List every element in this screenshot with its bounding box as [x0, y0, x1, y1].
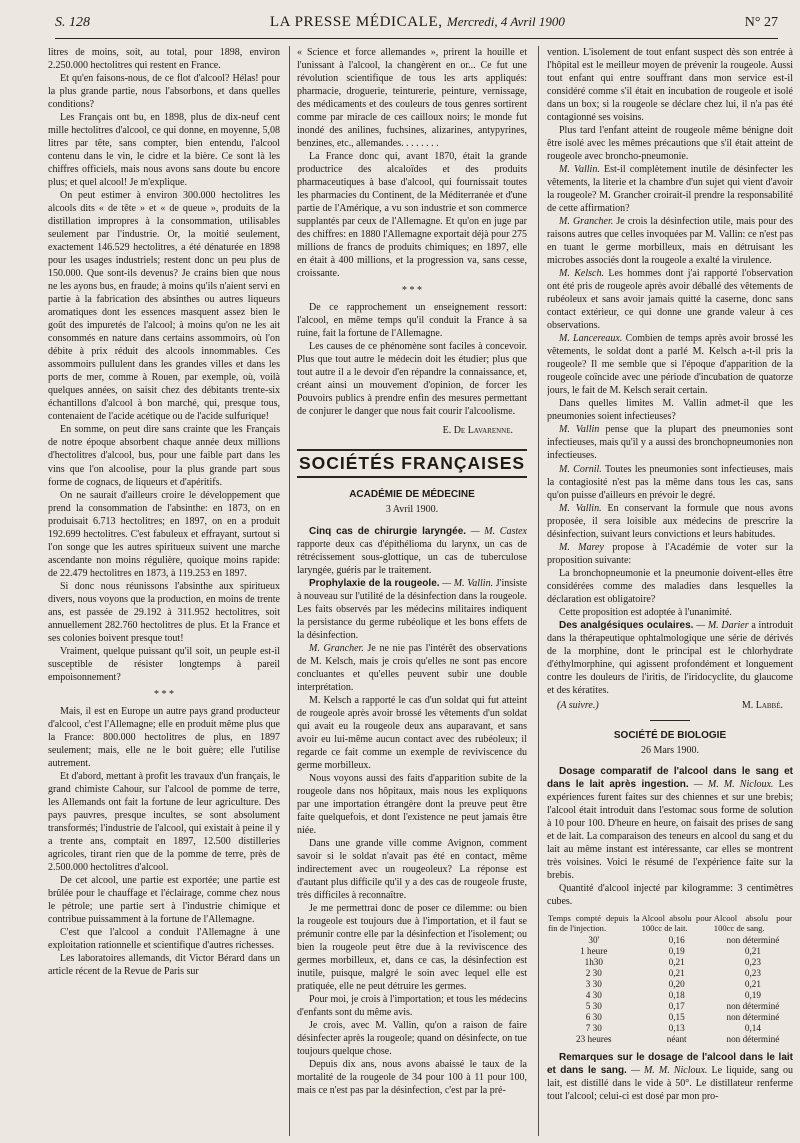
- speaker-name: — M. Darier: [696, 619, 749, 631]
- paragraph: litres de moins, soit, au total, pour 1898, environ 2.250.000 hectolitres qui restent en France.: [48, 47, 280, 72]
- table-cell: 0,13: [668, 1023, 685, 1033]
- paragraph: La bronchopneumonie et la pneumonie doivent-elles être considérées comme des maladies dans lesquelles la déclaration est obligatoire?: [547, 567, 793, 605]
- paragraph: [547, 332, 793, 397]
- speech-text: pense que la plupart des pneumonies sont infectieuses, mais qu'il y a aussi des bronchopneumonies non infectieuses.: [547, 424, 793, 462]
- column-middle: [297, 46, 527, 1136]
- journal-name: LA PRESSE MÉDICALE,: [269, 14, 443, 30]
- table-caption: Quantité d'alcool injecté par kilogramme: 3 centimètres cubes.: [547, 882, 793, 907]
- paragraph: « Science et force allemandes », prirent la houille et l'unissant à l'alcool, la changèrent en or... Ce fut une révolution scientifique de tous les arts appliqués: pharmacie, droguerie, teinturerie, peinture, vernissage, des médicaments et des couleurs de tous genres sortirent comme par miracle de ces cailloux noirs; le monde fut inondé des anilines, fuchsines, alizarines, antypyrines, benzines, etc., allemandes. . . . . . . .: [297, 47, 527, 150]
- communication-text: a introduit dans la thérapeutique ophtalmologique une série de dérivés de la morphine, dont le principal est le chlorhydrate d'éthylmorphine, qui agissent profondément et longuement contre les douleurs de l'iritis, de l'iridocyclite, du glaucome et des kératites.: [547, 619, 793, 696]
- table-cell: non déterminé: [726, 1012, 780, 1022]
- table-cell: 0,19: [668, 946, 685, 956]
- communication-text: Le liquide, sang ou lait, est distillé dans le vide à 50°. Le distillateur renferme tout l'alcool; celui-ci est dosé par mon pro-: [547, 1065, 793, 1103]
- communication: [297, 525, 527, 577]
- paragraph: Cette proposition est adoptée à l'unanimité.: [559, 606, 732, 618]
- communication: [547, 1051, 793, 1103]
- speaker-name: — M. M. Nicloux.: [693, 778, 774, 790]
- author-signature: M. Labbé.: [741, 699, 783, 711]
- speaker-name: — M. Vallin.: [442, 577, 494, 589]
- society-title: SOCIÉTÉ DE BIOLOGIE: [613, 729, 727, 741]
- table-cell: 2 30: [585, 968, 602, 978]
- journal-title: [270, 14, 565, 31]
- communication-title: Dosage comparatif de l'alcool dans le sang et dans le lait après ingestion.: [547, 765, 793, 790]
- speech-text: Combien de temps après avoir brossé les vêtements, le soldat dont a parlé M. Kelsch a-t-il pris la rougeole? Il me semble que si l'époque d'apparition de la rougeole coïncide avec une période d'incubation de quatorze jours, le fait de M. Kelsch serait certain.: [547, 333, 793, 397]
- communication-title: Des analgésiques oculaires.: [559, 619, 694, 631]
- paragraph: On ne saurait d'ailleurs croire le développement que prend la consommation de l'absinthe: en 1873, on en produisait 6.713 hectolitres; en 1897, on en a produit 192.699 hectolitres. C'est fabuleux et effrayant, surtout si l'on songe que les autres spiritueux suivent une marche ascendante non moins régulière, quoique moins rapide: de 22.479 hectolitres en 1873, à 119.253 en 1897.: [48, 489, 280, 579]
- paragraph: [547, 163, 793, 215]
- speech-text: En conservant la formule que nous avons proposée, il sera loisible aux médecins de prescrire la désinfection, suivant leurs convictions et leurs habitudes.: [547, 502, 793, 540]
- table-header-row: [547, 912, 793, 935]
- article-footer: [557, 699, 783, 712]
- paragraph: [547, 423, 793, 462]
- paragraph: [547, 215, 793, 267]
- speech-text: Les hommes dont j'ai rapporté l'observation ont été pris de rougeole après avoir déballé des vêtements de rubéoleux et sans avoir jamais quitté la caserne, donc sans contact extérieur, ce qui donne une grande valeur à ces observations.: [547, 268, 793, 332]
- speaker-name: M. Grancher.: [559, 216, 614, 228]
- paragraph: vention. L'isolement de tout enfant suspect dès son entrée à l'hôpital est le meilleur moyen de prévenir la rougeole. Aussi tout enfant qui entre souffrant dans mon service est-il considéré comme s'il était en incubation de rougeole et isolé dans un box; si la rougeole se déclare chez lui, il n'a pas été contagionné ses voisins.: [547, 47, 793, 124]
- paragraph: Je crois, avec M. Vallin, qu'on a raison de faire désinfecter après la rougeole; quand on désinfecte, on tue toujours quelque chose.: [297, 1020, 527, 1058]
- speaker-name: M. Vallin.: [559, 502, 602, 514]
- table-row: [547, 957, 793, 968]
- speaker-name: M. Vallin.: [559, 164, 600, 176]
- page-number: S. 128: [55, 15, 90, 30]
- speaker-name: — M. M. Nicloux.: [630, 1065, 708, 1077]
- speaker-name: M. Lancereaux.: [559, 333, 623, 345]
- society-title: ACADÉMIE DE MÉDECINE: [349, 489, 475, 501]
- speech-text: Est-il complètement inutile de désinfecter les vêtements, la literie et la chambre d'un sujet qui vient d'avoir la rougeole? M. Grancher croirait-il prendre la responsabilité de cette affirmation?: [547, 164, 793, 215]
- communication-text: Les expériences furent faites sur des chiennes et sur une brebis; l'alcool était introduit dans l'estomac sous forme de solution à 10 pour 100. D'heure en heure, on faisait des prises de sang et de lait. La comparaison des teneurs en alcool du sang et du lait au même instant est intéressante, car elles se montrent très voisines. Voici le résumé de l'expérience faite sur la brebis.: [547, 778, 793, 881]
- speaker-name: M. Vallin: [559, 424, 600, 436]
- table-cell: non déterminé: [726, 1001, 780, 1011]
- paragraph: Depuis dix ans, nous avons abaissé le taux de la mortalité de la rougeole de 34 pour 100 à 11 pour 100, mais ce n'est pas par la désinfection, c'est par la pré-: [297, 1059, 527, 1097]
- paragraph: [547, 502, 793, 541]
- table-row: [547, 946, 793, 957]
- communication-text: J'insiste à nouveau sur l'utilité de la désinfection dans la rougeole. Les faits observés par les médecins militaires indiquent la persistance du germe rubéolique et les bons effets de la désinfection.: [297, 577, 527, 641]
- table-cell: 6 30: [585, 1012, 602, 1022]
- speaker-name: M. Marey: [559, 541, 604, 553]
- table-cell: 1 heure: [580, 946, 608, 956]
- paragraph: Vraiment, quelque puissant qu'il soit, un peuple est-il susceptible de résister longtemps à pareil empoisonnement?: [48, 645, 280, 683]
- table-row: [547, 1012, 793, 1023]
- paragraph: [547, 541, 793, 567]
- paragraph: Les causes de ce phénomène sont faciles à concevoir. Plus que tout autre le médecin doit les étudier; plus que tout autre il a le devoir d'en répandre la connaissance, et, créant ainsi un mouvement d'opinion, de forcer les Pouvoirs publics à prendre enfin des mesures permettant de conjurer le danger que nous fait courir l'alcoolisme.: [297, 341, 527, 418]
- table-cell: 0,17: [668, 1001, 685, 1011]
- to-be-continued: (A suivre.): [557, 699, 599, 711]
- speech-text: propose à l'Académie de voter sur la proposition suivante:: [547, 541, 793, 566]
- paragraph: Plus tard l'enfant atteint de rougeole même bénigne doit être isolé avec les mêmes précautions que s'il était atteint de rougeole avec broncho-pneumonie.: [547, 125, 793, 163]
- paragraph: Dans une grande ville comme Avignon, comment savoir si le soldat n'avait pas été en contact, même indirectement avec un rougeoleux? La réponse est d'autant plus difficile qu'il y a des cas de rougeole fruste, très difficiles à reconnaître.: [297, 837, 527, 901]
- table-cell: 0,21: [668, 957, 685, 967]
- table-cell: 7 30: [585, 1023, 602, 1033]
- paragraph: [547, 267, 793, 332]
- page-header: [55, 14, 778, 39]
- table-cell: 0,23: [744, 957, 761, 967]
- speech-text: Je crois la désinfection utile, mais pour des raisons autres que celles invoquées par M. Vallin: ce n'est pas en tuant le germe morbilleux, mais en détruisant les microbes associés dont la rougeole a exalté la virulence.: [547, 216, 793, 267]
- paragraph: Si donc nous réunissons l'absinthe aux spiritueux divers, nous voyons que la production, en moins de trente ans, est passée de 29.192 à 311.952 hectolitres, soit annuellement 282.760 hectolitres de plus. Et la France et ses colonies boivent presque tout!: [48, 580, 280, 644]
- table-cell: 0,14: [744, 1023, 761, 1033]
- paragraph: [297, 642, 527, 694]
- issue-date: Mercredi, 4 Avril 1900: [446, 14, 565, 29]
- column-divider: [289, 46, 290, 1136]
- table-cell: 0,21: [668, 968, 685, 978]
- paragraph: [547, 463, 793, 502]
- paragraph: Les Français ont bu, en 1898, plus de dix-neuf cent mille hectolitres d'alcool, ce qui donne, en moyenne, 5,08 litres par tête, sans compter, bien entendu, l'alcool contenu dans le vin, le cidre et la bière. Ce sont là les chiffres officiels, mais nous avons sans doute bu encore plus; et quel alcool! Je m'explique.: [48, 112, 280, 189]
- session-date: 3 Avril 1900.: [385, 504, 439, 516]
- table-row: [547, 935, 793, 946]
- table-cell: 0,16: [668, 935, 685, 945]
- column-right: [547, 46, 793, 1136]
- paragraph: Et qu'en faisons-nous, de ce flot d'alcool? Hélas! pour la plus grande partie, nous l'absorbons, et dans quelles conditions?: [48, 73, 280, 111]
- communication-text: rapporte deux cas d'épithélioma du larynx, un cas de rétrécissement sous-glottique, un cas de tuberculose laryngée, guéris par le traitement.: [297, 538, 527, 576]
- table-cell: 5 30: [585, 1001, 602, 1011]
- table-header: Alcool absolu pour 100cc de lait.: [641, 913, 712, 933]
- speaker-name: M. Grancher.: [309, 642, 364, 654]
- speaker-name: — M. Castex: [470, 525, 527, 537]
- paragraph: Je me permettrai donc de poser ce dilemme: ou bien la rougeole est toujours due à l'importation, et il faut se prémunir contre elle par la désinfection et l'isolement; ou bien la rougeole peut être due à la reviviscence des germes morbilleux, et, dans ce cas, la désinfection est inutile, puisque, malgré le soin avec lequel elle est pratiquée, elle ne peut détruire les germes.: [297, 902, 527, 993]
- session-date: 26 Mars 1900.: [640, 744, 700, 756]
- table-cell: 0,21: [744, 946, 761, 956]
- table-cell: 0,15: [668, 1012, 685, 1022]
- paragraph: Dans quelles limites M. Vallin admet-il que les pneumonies soient infectieuses?: [547, 398, 793, 423]
- table-cell: 0,21: [744, 979, 761, 989]
- table-cell: 4 30: [585, 990, 602, 1000]
- paragraph: M. Kelsch a rapporté le cas d'un soldat qui fut atteint de rougeole après avoir brossé les vêtements d'un soldat qui avait eu la rougeole deux ans auparavant, et sans avoir eu lui-même aucun contact avec des rubéoleux; il regarde ce fait comme un exemple de reviviscence du germe morbilleux.: [297, 694, 527, 771]
- table-header: Temps compté depuis la fin de l'injection.: [548, 913, 640, 933]
- author-signature: E. De Lavarenne.: [442, 425, 513, 437]
- table-cell: non déterminé: [726, 1034, 780, 1044]
- alcohol-table: [547, 912, 793, 1045]
- communication: [547, 765, 793, 882]
- table-cell: 1h30: [584, 957, 603, 967]
- table-cell: 0,20: [668, 979, 685, 989]
- speaker-name: M. Kelsch.: [559, 268, 604, 280]
- column-divider: [538, 46, 539, 1136]
- table-cell: 3 30: [585, 979, 602, 989]
- section-banner: SOCIÉTÉS FRANÇAISES: [297, 449, 527, 478]
- communication: [547, 619, 793, 697]
- communication-title: Prophylaxie de la rougeole.: [309, 577, 440, 589]
- table-cell: 23 heures: [576, 1034, 612, 1044]
- table-row: [547, 1034, 793, 1045]
- communication-title: Remarques sur le dosage de l'alcool dans le lait et dans le sang.: [547, 1052, 793, 1077]
- section-stars: * * *: [154, 688, 174, 700]
- table-cell: non déterminé: [726, 935, 780, 945]
- paragraph: Et d'abord, mettant à profit les travaux d'un français, le grand chimiste Cahour, sur l'alcool de pomme de terre, les Allemands ont fait la fortune de leur agriculture. Des pays pauvres, presque incultes, se sont absolument transformés; l'industrie de l'alcool, qui existait à peine il y a trente ans, comptait en 1897, 12.500 distilleries agricoles, tirant rien que de la pomme de terre, près de 2.500.000 hectolitres d'alcool.: [48, 770, 280, 873]
- table-row: [547, 1001, 793, 1012]
- paragraph: Pour moi, je crois à l'importation; et tous les médecins d'enfants sont du même avis.: [297, 994, 527, 1019]
- table-row: [547, 968, 793, 979]
- paragraph: La France donc qui, avant 1870, était la grande productrice des alcaloïdes et des produits pharmaceutiques à base d'alcool, qui fournissait toutes les pharmacies du Continent, de la Méditerranée et d'une partie de l'Amérique, a vu son industrie et son commerce supplantés par ceux de l'Allemagne. Et qu'on en juge par des chiffres: en 1880 l'Allemagne exportait déjà pour 275 millions de francs de produits chimiques; en 1897, elle en était à 400 millions, et la progression va, sans cesse, croissante.: [297, 151, 527, 280]
- issue-number: N° 27: [744, 15, 778, 30]
- paragraph: C'est que l'alcool a conduit l'Allemagne à une exploitation rationnelle et scientifique d'autres richesses.: [48, 927, 280, 952]
- table-cell: 30': [588, 935, 600, 945]
- table-row: [547, 1023, 793, 1034]
- paragraph: On peut estimer à environ 300.000 hectolitres les alcools dits « de tête » et « de queue », produits de la distillation impropres à la consommation, utilisables seulement par l'industrie. Or, la moitié seulement, exactement 146.529 hectolitres, a été dénaturée en 1898 pour les usages industriels; restent donc un peu plus de 150.000. Que sont-ils devenus? Je crains bien que nous ne les ayons bus, en fraude; à moins qu'ils n'aient servi en partie à la fabrication des absinthes ou autres liqueurs aromatiques dont les essences masquent assez bien le goût des impuretés de l'alcool; à moins qu'on ne les ait consommés en nature dans certains assommoirs, où l'on débite à prix réduit des alcools innommables. Ces assommoirs pullulent dans les grandes villes et dans les ports de mer, comme à Rouen, par exemple, où, voilà quelques années, on saisit chez des débitants trente-six échantillons d'alcool à bon marché, qui, presque tous, contenaient de l'acide acétique ou de l'acide sulfurique!: [48, 190, 280, 423]
- paragraph: Mais, il est en Europe un autre pays grand producteur d'alcool, c'est l'Allemagne; elle en produit même plus que la France: 800.000 hectolitres de plus, en 1897 seulement; mais, elle ne le boit guère; elle l'utilise autrement.: [48, 705, 280, 769]
- divider: [650, 720, 690, 721]
- paragraph: De cet alcool, une partie est exportée; une partie est brûlée pour le chauffage et l'éclairage, comme chez nous le pétrole; une partie sert à l'industrie chimique et contribue puissamment à la fortune de l'Allemagne.: [48, 874, 280, 926]
- speech-text: Toutes les pneumonies sont infectieuses, mais la contagiosité n'est pas la même dans tous les cas, sans qu'on puisse d'ailleurs en prévoir le degré.: [547, 463, 793, 501]
- paragraph: Les laboratoires allemands, dit Victor Bérard dans un article récent de la Revue de Paris sur: [48, 953, 280, 978]
- table-cell: néant: [666, 1034, 687, 1044]
- paragraph: De ce rapprochement un enseignement ressort: l'alcool, en même temps qu'il conduit la France à sa ruine, fait la fortune de l'Allemagne.: [297, 302, 527, 340]
- speech-text: Je ne nie pas l'intérêt des observations de M. Kelsch, mais je crois qu'elles ne sont pas encore concluantes et qu'elles peuvent subir une double interprétation.: [297, 642, 527, 693]
- column-left: [48, 46, 280, 1136]
- table-cell: 0,23: [744, 968, 761, 978]
- communication: [297, 577, 527, 642]
- paragraph: En somme, on peut dire sans crainte que les Français de notre époque absorbent chaque année deux millions d'hectolitres d'alcool, bus, pour une faible part dans les vins que l'on alcoolise, pour la plus grande part sous forme de cognacs, de liqueurs et d'apéritifs.: [48, 424, 280, 488]
- speaker-name: M. Cornil.: [559, 463, 602, 475]
- table-cell: 0,19: [744, 990, 761, 1000]
- communication-title: Cinq cas de chirurgie laryngée.: [309, 525, 467, 537]
- table-cell: 0,18: [668, 990, 685, 1000]
- section-stars: * * *: [402, 285, 422, 297]
- paragraph: Nous voyons aussi des faits d'apparition subite de la rougeole dans nos hôpitaux, mais nous les expliquons par une importation étrangère dont la preuve peut être faite quelquefois, et dont l'existence ne peut jamais être niée.: [297, 772, 527, 836]
- table-header: Alcool absolu pour 100cc de sang.: [713, 913, 792, 933]
- table-row: [547, 979, 793, 990]
- table-row: [547, 990, 793, 1001]
